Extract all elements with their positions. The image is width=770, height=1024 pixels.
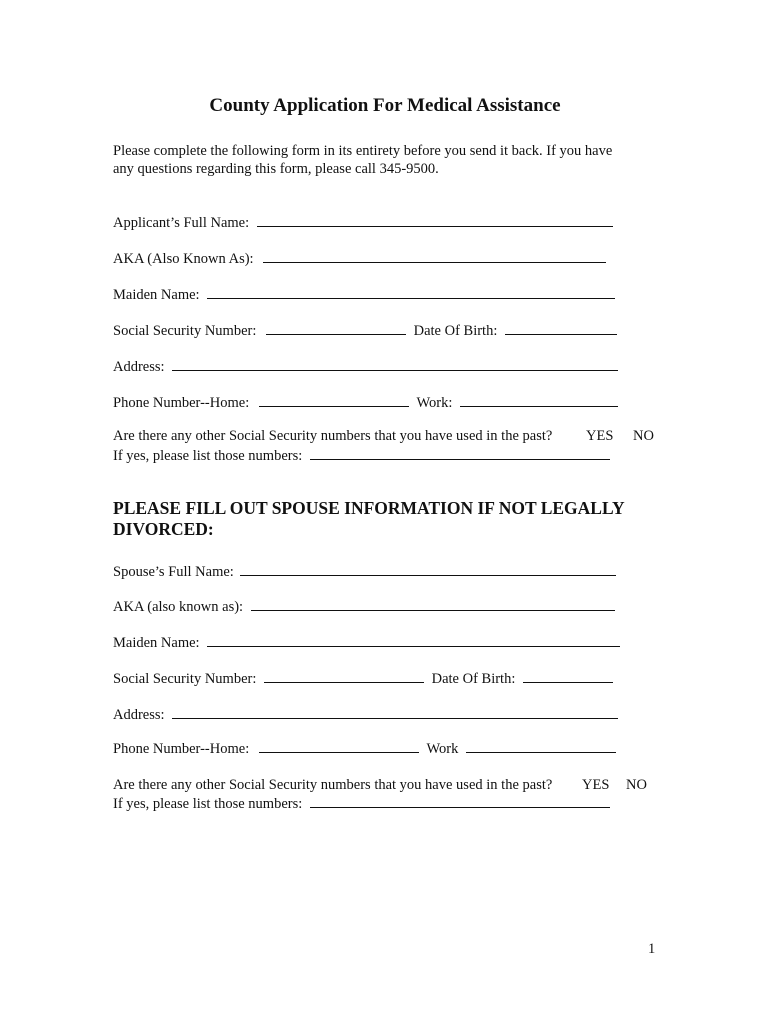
applicant-ssn-field[interactable] (266, 321, 406, 335)
applicant-address-field[interactable] (172, 357, 618, 371)
applicant-phone-home-field[interactable] (259, 393, 409, 407)
applicant-ssn-row (113, 321, 617, 340)
spouse-list-row (113, 794, 610, 813)
applicant-maiden-field[interactable] (207, 285, 615, 299)
applicant-yes-option[interactable]: YES (586, 428, 614, 444)
applicant-list-label: If yes, please list those numbers: (113, 448, 303, 464)
spouse-address-field[interactable] (172, 705, 618, 719)
spouse-maiden-row (113, 633, 620, 652)
applicant-dob-label: Date Of Birth: (413, 323, 498, 339)
spouse-aka-field[interactable] (251, 597, 615, 611)
spouse-section-heading: PLEASE FILL OUT SPOUSE INFORMATION IF NOT LEGALLY DIVORCED: (113, 498, 625, 539)
applicant-aka-label: AKA (Also Known As): (113, 251, 254, 267)
spouse-phone-home-field[interactable] (259, 739, 419, 753)
spouse-aka-label: AKA (also known as): (113, 599, 244, 615)
spouse-work-label: Work (426, 741, 459, 757)
applicant-aka-row (113, 249, 606, 268)
spouse-phone-home-label: Phone Number--Home: (113, 741, 250, 757)
applicant-list-field[interactable] (310, 446, 610, 460)
intro-line-1: Please complete the following form in its entirety before you send it back. If you have (113, 143, 613, 159)
applicant-aka-field[interactable] (263, 249, 606, 263)
spouse-address-label: Address: (113, 707, 165, 723)
document-title: County Application For Medical Assistance (209, 95, 561, 116)
spouse-full-name-field[interactable] (240, 562, 616, 576)
spouse-phone-row (113, 739, 616, 758)
applicant-work-label: Work: (416, 395, 453, 411)
spouse-full-name-label: Spouse’s Full Name: (113, 564, 234, 580)
page-number: 1 (648, 941, 656, 957)
applicant-address-row (113, 357, 618, 376)
applicant-no-option[interactable]: NO (633, 428, 654, 444)
applicant-list-row (113, 446, 610, 465)
applicant-maiden-row (113, 285, 615, 304)
applicant-phone-row (113, 393, 618, 412)
applicant-phone-home-label: Phone Number--Home: (113, 395, 250, 411)
applicant-full-name-field[interactable] (257, 213, 613, 227)
spouse-address-row (113, 705, 618, 724)
applicant-full-name-row (113, 213, 613, 232)
applicant-other-ssn-question: Are there any other Social Security numbers that you have used in the past? (113, 428, 553, 444)
applicant-address-label: Address: (113, 359, 165, 375)
spouse-list-label: If yes, please list those numbers: (113, 796, 303, 812)
spouse-dob-field[interactable] (523, 669, 613, 683)
spouse-yes-option[interactable]: YES (582, 777, 610, 793)
spouse-ssn-label: Social Security Number: (113, 671, 257, 687)
spouse-ssn-field[interactable] (264, 669, 424, 683)
spouse-aka-row (113, 597, 615, 616)
spouse-full-name-row (113, 562, 616, 581)
spouse-work-field[interactable] (466, 739, 616, 753)
spouse-other-ssn-question: Are there any other Social Security numbers that you have used in the past? (113, 777, 553, 793)
spouse-dob-label: Date Of Birth: (431, 671, 516, 687)
applicant-maiden-label: Maiden Name: (113, 287, 200, 303)
spouse-ssn-row (113, 669, 613, 688)
applicant-work-field[interactable] (460, 393, 618, 407)
applicant-full-name-label: Applicant’s Full Name: (113, 215, 250, 231)
spouse-no-option[interactable]: NO (626, 777, 647, 793)
applicant-ssn-label: Social Security Number: (113, 323, 257, 339)
applicant-dob-field[interactable] (505, 321, 617, 335)
intro-line-2: any questions regarding this form, please call 345-9500. (113, 161, 439, 177)
spouse-maiden-label: Maiden Name: (113, 635, 200, 651)
spouse-list-field[interactable] (310, 794, 610, 808)
spouse-maiden-field[interactable] (207, 633, 620, 647)
